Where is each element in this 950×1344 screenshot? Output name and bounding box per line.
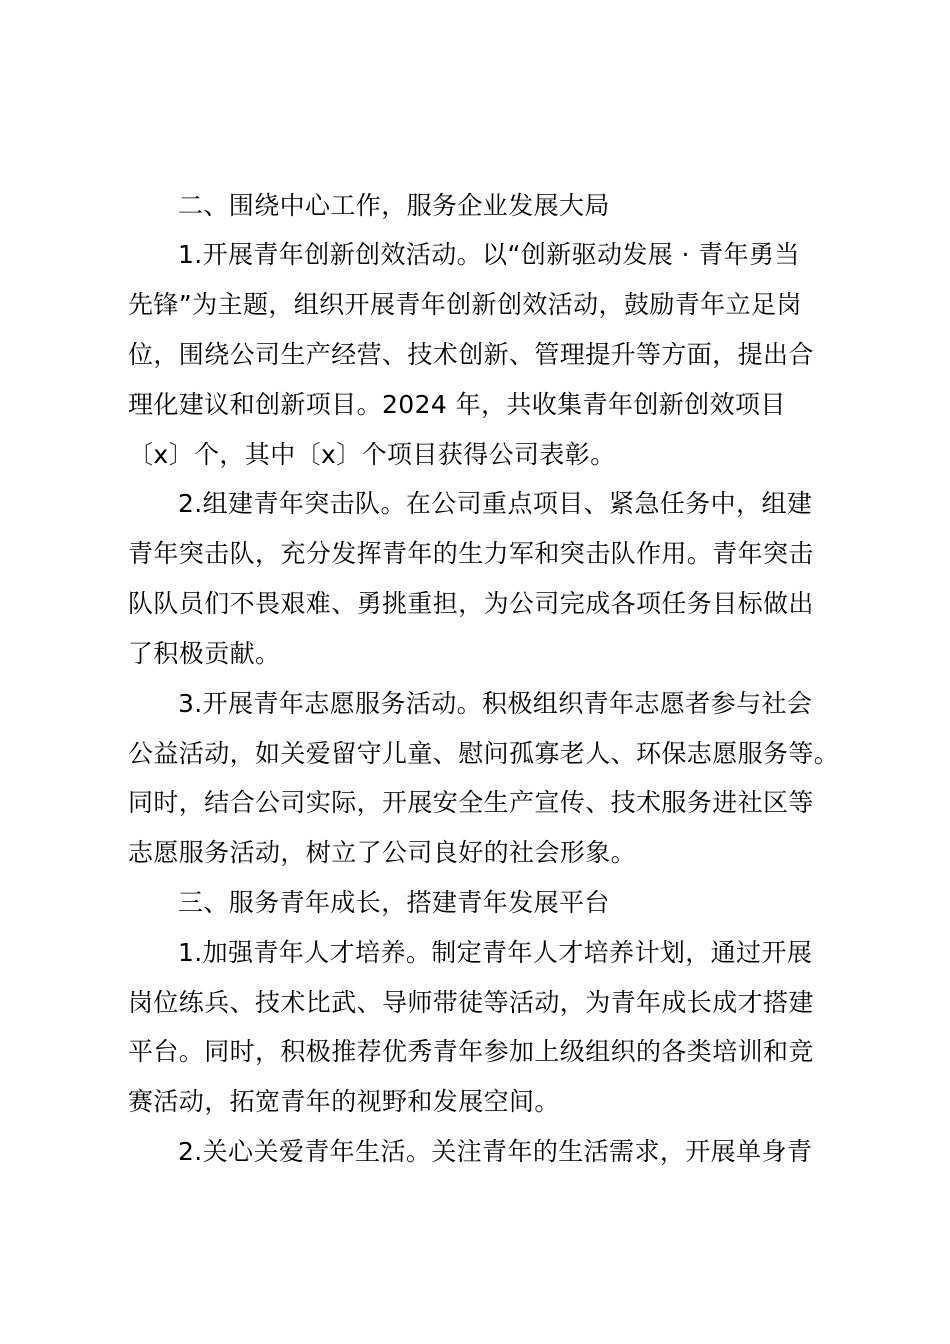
paragraph-line: 先锋”为主题，组织开展青年创新创效活动，鼓励青年立足岗 <box>128 290 802 319</box>
paragraph-line: 〔x〕个，其中〔x〕个项目获得公司表彰。 <box>128 440 616 469</box>
section-heading-2: 二、围绕中心工作，服务企业发展大局 <box>178 191 610 220</box>
paragraph-line: 了积极贡献。 <box>128 639 281 668</box>
paragraph-line: 赛活动，拓宽青年的视野和发展空间。 <box>128 1087 560 1116</box>
paragraph-line: 位，围绕公司生产经营、技术创新、管理提升等方面，提出合 <box>128 340 814 369</box>
paragraph-line: 2.关心关爱青年生活。关注青年的生活需求，开展单身青 <box>178 1137 813 1166</box>
paragraph-line: 公益活动，如关爱留守儿童、慰问孤寡老人、环保志愿服务等。 <box>128 739 840 768</box>
paragraph-line: 岗位练兵、技术比武、导师带徒等活动，为青年成长成才搭建 <box>128 988 814 1017</box>
paragraph-line: 2.组建青年突击队。在公司重点项目、紧急任务中，组建 <box>178 489 813 518</box>
paragraph-line: 同时，结合公司实际，开展安全生产宣传、技术服务进社区等 <box>128 788 814 817</box>
paragraph-line: 志愿服务活动，树立了公司良好的社会形象。 <box>128 838 637 867</box>
paragraph-line: 理化建议和创新项目。2024 年，共收集青年创新创效项目 <box>128 390 786 419</box>
paragraph-line: 1.开展青年创新创效活动。以“创新驱动发展 · 青年勇当 <box>178 240 800 269</box>
paragraph-line: 1.加强青年人才培养。制定青年人才培养计划，通过开展 <box>178 938 813 967</box>
paragraph-line: 队队员们不畏艰难、勇挑重担，为公司完成各项任务目标做出 <box>128 589 814 618</box>
section-heading-3: 三、服务青年成长，搭建青年发展平台 <box>178 888 610 917</box>
paragraph-line: 青年突击队，充分发挥青年的生力军和突击队作用。青年突击 <box>128 539 814 568</box>
paragraph-line: 3.开展青年志愿服务活动。积极组织青年志愿者参与社会 <box>178 689 813 718</box>
paragraph-line: 平台。同时，积极推荐优秀青年参加上级组织的各类培训和竞 <box>128 1037 814 1066</box>
